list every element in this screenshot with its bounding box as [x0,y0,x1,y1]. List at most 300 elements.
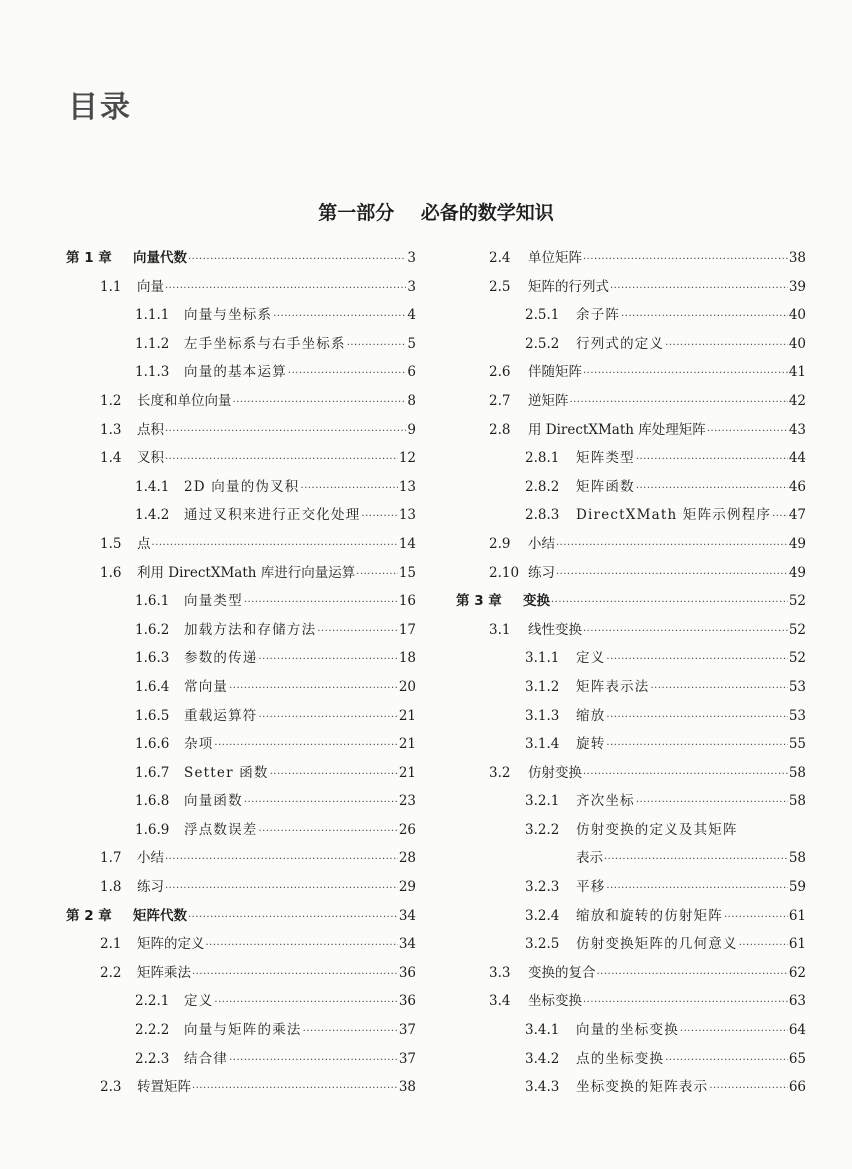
toc-entry-number: 3.4.1 [525,1022,560,1039]
toc-entry-chapter [66,902,416,931]
toc-entry-title: 2D 向量的伪叉积 [184,478,300,495]
toc-entry-number: 3.2.2 [525,821,560,838]
toc-leader-dots [165,418,406,447]
toc-entry-subsection [456,1045,806,1074]
toc-entry-subsection [66,987,416,1016]
toc-entry-subsection [66,1016,416,1045]
toc-entry-title: 向量 [137,278,164,295]
toc-entry-number: 1.8 [100,879,122,896]
toc-entry-section [66,387,416,416]
toc-entry-title: 矩阵代数 [133,907,187,924]
toc-entry-title: 矩阵表示法 [576,678,650,695]
toc-leader-dots [192,961,398,990]
toc-entry-subsection [66,330,416,359]
toc-leader-dots [273,303,406,332]
toc-entry-title: 杂项 [184,736,214,753]
toc-entry-page: 41 [788,364,806,381]
toc-entry-title: 行列式的定义 [576,335,665,352]
toc-entry-subsection [66,616,416,645]
toc-entry-title: 向量类型 [184,593,243,610]
toc-leader-dots [724,904,788,933]
toc-leader-dots [214,732,397,761]
toc-entry-page: 3 [407,278,416,295]
toc-leader-dots [229,1047,398,1076]
toc-entry-number: 3.2.1 [525,793,560,810]
toc-entry-number: 3.1.3 [525,707,560,724]
toc-entry-page: 58 [788,764,806,781]
toc-entry-number: 2.9 [489,535,511,552]
toc-leader-dots [188,904,398,933]
toc-entry-number: 2.5.1 [525,307,560,324]
toc-leader-dots [606,732,787,761]
toc-entry-page: 53 [788,707,806,724]
toc-entry-subsection [456,501,806,530]
toc-entry-title: 重载运算符 [184,707,258,724]
toc-entry-page: 4 [407,307,416,324]
toc-entry-subsection [456,816,806,845]
toc-entry-section [456,273,806,302]
toc-entry-chapter [456,587,806,616]
toc-entry-subsection [66,787,416,816]
toc-entry-subsection [66,473,416,502]
toc-entry-page: 37 [398,1022,416,1039]
toc-entry-title: 小结 [137,850,164,867]
toc-entry-page: 9 [407,421,416,438]
toc-entry-page: 64 [788,1022,806,1039]
toc-entry-page: 12 [398,450,416,467]
toc-leader-dots [604,846,788,875]
toc-leader-dots [772,503,788,532]
toc-entry-number: 1.6.5 [135,707,170,724]
toc-leader-dots [214,989,397,1018]
toc-entry-number: 1.1 [100,278,122,295]
toc-entry-title: 向量代数 [133,250,187,266]
toc-entry-subsection [456,873,806,902]
toc-entry-page: 53 [788,678,806,695]
toc-entry-number: 3.1.2 [525,678,560,695]
toc-leader-dots [303,1018,398,1047]
toc-entry-title: 加载方法和存储方法 [184,621,317,638]
part-title: 第一部分 必备的数学知识 [318,202,554,224]
toc-entry-title: 伴随矩阵 [528,364,582,381]
toc-entry-title: 向量与矩阵的乘法 [184,1022,302,1039]
toc-leader-dots [606,875,787,904]
toc-column-right [456,244,806,1102]
toc-entry-title: DirectXMath 矩阵示例程序 [576,507,772,524]
toc-entry-number: 1.6.4 [135,678,170,695]
toc-entry-page: 38 [788,250,806,266]
toc-leader-dots [165,446,398,475]
toc-entry-title: 仿射变换的定义及其矩阵 [576,821,738,838]
toc-entry-section [66,416,416,445]
toc-entry-title: 长度和单位向量 [137,392,232,409]
toc-entry-number: 2.8 [489,421,511,438]
toc-entry-section [456,416,806,445]
toc-entry-subsection [66,730,416,759]
toc-entry-page: 39 [788,278,806,295]
toc-entry-section [456,987,806,1016]
toc-entry-title: Setter 函数 [184,764,269,781]
toc-leader-dots [206,932,398,961]
toc-leader-dots [583,761,788,790]
toc-entry-number: 2.6 [489,364,511,381]
toc-leader-dots [244,589,398,618]
toc-entry-page: 61 [788,936,806,953]
toc-entry-title: 齐次坐标 [576,793,635,810]
toc-entry-page: 34 [398,907,416,924]
toc-entry-section [456,559,806,588]
toc-entry-page: 66 [788,1079,806,1096]
toc-entry-page: 42 [788,392,806,409]
toc-leader-dots [551,589,788,618]
toc-leader-dots [259,818,398,847]
toc-leader-dots [244,789,398,818]
toc-entry-number: 1.7 [100,850,122,867]
toc-leader-dots [583,360,788,389]
toc-entry-number: 1.6 [100,564,122,581]
toc-column-left [66,244,416,1102]
toc-entry-title: 小结 [528,535,555,552]
toc-entry-number: 1.6.6 [135,736,170,753]
toc-entry-page: 58 [788,793,806,810]
toc-entry-page: 26 [398,821,416,838]
toc-entry-title: 表示 [576,850,603,867]
toc-entry-number: 3.4.3 [525,1079,560,1096]
toc-entry-number: 3.1.4 [525,736,560,753]
toc-entry-page: 49 [788,564,806,581]
toc-entry-page: 43 [788,421,806,438]
toc-entry-title: 结合律 [184,1050,229,1067]
toc-entry-number: 3.2.4 [525,907,560,924]
toc-entry-number: 2.2 [100,964,122,981]
toc-entry-page: 40 [788,335,806,352]
toc-leader-dots [165,846,398,875]
toc-entry-title: 仿射变换矩阵的几何意义 [576,936,738,953]
toc-entry-subsection [456,702,806,731]
toc-entry-subsection [456,444,806,473]
toc-entry-subsection [66,1045,416,1074]
toc-entry-subsection [456,1016,806,1045]
toc-entry-subsection [66,501,416,530]
toc-entry-title: 矩阵的行列式 [528,278,609,295]
toc-leader-dots [680,1018,788,1047]
toc-leader-dots [583,246,788,275]
toc-leader-dots [621,303,788,332]
toc-entry-title: 单位矩阵 [528,250,582,266]
toc-entry-section [456,530,806,559]
toc-entry-subsection [66,587,416,616]
toc-entry-page: 23 [398,793,416,810]
toc-leader-dots [583,618,788,647]
toc-leader-dots [259,646,398,675]
toc-entry-number: 2.2.2 [135,1022,170,1039]
toc-entry-subsection [456,730,806,759]
toc-entry-section [66,844,416,873]
toc-entry-number: 3.4.2 [525,1050,560,1067]
toc-entry-title: 向量函数 [184,793,243,810]
toc-entry-section [456,616,806,645]
toc-leader-dots [665,332,788,361]
toc-entry-page: 55 [788,736,806,753]
toc-leader-dots [739,932,788,961]
toc-entry-page: 44 [788,450,806,467]
toc-entry-number: 3.2.5 [525,936,560,953]
toc-entry-title: 向量的基本运算 [184,364,287,381]
toc-entry-title: 仿射变换 [528,764,582,781]
toc-entry-number: 3.1.1 [525,650,560,667]
toc-entry-number: 1.5 [100,535,122,552]
toc-entry-title: 矩阵的定义 [137,936,205,953]
toc-entry-page: 59 [788,879,806,896]
toc-leader-dots [556,561,788,590]
toc-entry-page: 14 [398,535,416,552]
toc-entry-number: 2.8.2 [525,478,560,495]
toc-entry-page: 18 [398,650,416,667]
toc-entry-subsection [66,301,416,330]
toc-entry-page: 40 [788,307,806,324]
toc-entry-section [456,358,806,387]
toc-entry-page: 20 [398,678,416,695]
toc-entry-page: 28 [398,850,416,867]
toc-entry-subsection [456,902,806,931]
toc-entry-page: 21 [398,764,416,781]
toc-leader-dots [707,418,788,447]
toc-entry-title: 叉积 [137,450,164,467]
toc-entry-subsection [456,330,806,359]
toc-entry-section [66,959,416,988]
toc-entry-page: 3 [407,250,416,266]
toc-entry-section [456,387,806,416]
toc-entry-subsection [66,644,416,673]
toc-entry-subsection [456,473,806,502]
toc-entry-number: 2.2.3 [135,1050,170,1067]
toc-entry-page: 65 [788,1050,806,1067]
toc-entry-page: 8 [407,392,416,409]
toc-entry-number: 1.4.1 [135,478,170,495]
toc-entry-title: 缩放和旋转的仿射矩阵 [576,907,723,924]
toc-entry-chapter [66,244,416,273]
toc-leader-dots [606,704,787,733]
toc-entry-page: 13 [398,507,416,524]
toc-entry-number: 2.7 [489,392,511,409]
toc-entry-subsection [456,787,806,816]
toc-entry-page: 52 [788,593,806,610]
toc-leader-dots [229,675,398,704]
toc-entry-section [66,930,416,959]
toc-entry-page: 52 [788,621,806,638]
toc-entry-number: 1.6.9 [135,821,170,838]
toc-entry-number: 2.10 [489,564,520,581]
toc-entry-subsection [66,673,416,702]
toc-entry-number: 2.1 [100,936,122,953]
toc-entry-page: 5 [407,335,416,352]
toc-entry-page: 16 [398,593,416,610]
toc-entry-section [66,873,416,902]
toc-leader-dots [606,646,787,675]
toc-entry-page: 21 [398,736,416,753]
toc-entry-page: 29 [398,879,416,896]
toc-leader-dots [259,704,398,733]
toc-entry-number: 1.1.1 [135,307,170,324]
toc-entry-number: 3.2 [489,764,511,781]
toc-entry-number: 第 1 章 [66,250,112,266]
toc-entry-subsection [456,644,806,673]
toc-entry-page: 34 [398,936,416,953]
toc-entry-number: 2.2.1 [135,993,170,1010]
toc-entry-number: 2.3 [100,1079,122,1096]
toc-leader-dots [192,1075,398,1104]
toc-entry-page: 6 [407,364,416,381]
toc-entry-number: 1.1.3 [135,364,170,381]
toc-leader-dots [270,761,398,790]
toc-entry-page: 58 [788,850,806,867]
toc-leader-dots [152,532,398,561]
toc-entry-subsection [66,702,416,731]
toc-leader-dots [709,1075,788,1104]
toc-entry-title: 旋转 [576,736,606,753]
toc-entry-subsection [66,816,416,845]
toc-leader-dots [570,389,788,418]
toc-leader-dots [636,446,788,475]
toc-entry-section [66,1073,416,1102]
toc-entry-number: 1.1.2 [135,335,170,352]
toc-entry-section [456,759,806,788]
toc-entry-number: 1.4.2 [135,507,170,524]
toc-entry-title: 练习 [528,564,555,581]
toc-entry-cont [456,844,806,873]
toc-entry-title: 向量与坐标系 [184,307,273,324]
toc-entry-title: 缩放 [576,707,606,724]
toc-entry-title: 用 DirectXMath 库处理矩阵 [528,421,706,438]
toc-entry-page: 63 [788,993,806,1010]
toc-entry-page: 38 [398,1079,416,1096]
toc-entry-title: 矩阵乘法 [137,964,191,981]
toc-entry-number: 2.4 [489,250,511,266]
toc-entry-section [66,559,416,588]
toc-entry-title: 线性变换 [528,621,582,638]
toc-leader-dots [597,961,788,990]
toc-entry-number: 1.6.3 [135,650,170,667]
toc-entry-number: 1.6.2 [135,621,170,638]
toc-entry-page: 52 [788,650,806,667]
toc-entry-title: 坐标变换的矩阵表示 [576,1079,709,1096]
toc-leader-dots [356,561,398,590]
toc-entry-section [456,244,806,273]
toc-entry-title: 变换的复合 [528,964,596,981]
toc-entry-subsection [456,930,806,959]
toc-entry-title: 练习 [137,879,164,896]
toc-leader-dots [583,989,788,1018]
toc-entry-number: 第 2 章 [66,907,112,924]
page-title: 目录 [68,90,132,125]
toc-leader-dots [288,360,407,389]
toc-entry-number: 1.6.1 [135,593,170,610]
toc-entry-subsection [456,1073,806,1102]
toc-entry-number: 1.6.7 [135,764,170,781]
toc-entry-subsection [456,301,806,330]
toc-entry-title: 点积 [137,421,164,438]
toc-leader-dots [188,246,406,275]
toc-entry-subsection [66,759,416,788]
toc-leader-dots [317,618,398,647]
toc-leader-dots [347,332,407,361]
toc-leader-dots [610,275,788,304]
toc-entry-title: 通过叉积来进行正交化处理 [184,507,361,524]
toc-entry-title: 参数的传递 [184,650,258,667]
toc-entry-page: 36 [398,964,416,981]
toc-entry-title: 变换 [523,593,550,610]
toc-entry-title: 向量的坐标变换 [576,1022,679,1039]
toc-entry-subsection [456,673,806,702]
toc-entry-page: 49 [788,535,806,552]
toc-entry-number: 1.6.8 [135,793,170,810]
toc-entry-number: 1.3 [100,421,122,438]
toc-entry-title: 矩阵类型 [576,450,635,467]
toc-entry-number: 2.8.3 [525,507,560,524]
toc-entry-page: 15 [398,564,416,581]
toc-entry-section [66,530,416,559]
toc-entry-title: 点的坐标变换 [576,1050,665,1067]
toc-entry-title: 平移 [576,879,606,896]
toc-entry-section [66,273,416,302]
toc-leader-dots [636,789,788,818]
toc-entry-title: 坐标变换 [528,993,582,1010]
toc-leader-dots [165,875,398,904]
toc-entry-title: 定义 [576,650,606,667]
toc-entry-title: 点 [137,535,151,552]
toc-leader-dots [651,675,788,704]
toc-leader-dots [556,532,788,561]
toc-leader-dots [301,475,398,504]
toc-entry-number: 2.5 [489,278,511,295]
toc-entry-section [456,959,806,988]
toc-entry-number: 2.5.2 [525,335,560,352]
toc-entry-number: 3.2.3 [525,879,560,896]
toc-leader-dots [361,503,397,532]
toc-leader-dots [665,1047,788,1076]
toc-entry-title: 余子阵 [576,307,621,324]
toc-entry-number: 3.4 [489,993,511,1010]
toc-entry-number: 2.8.1 [525,450,560,467]
toc-entry-page: 37 [398,1050,416,1067]
toc-entry-page: 62 [788,964,806,981]
toc-entry-page: 46 [788,478,806,495]
toc-entry-number: 3.1 [489,621,511,638]
toc-entry-number: 1.4 [100,450,122,467]
toc-entry-page: 17 [398,621,416,638]
toc-entry-title: 利用 DirectXMath 库进行向量运算 [137,564,356,581]
toc-entry-title: 常向量 [184,678,229,695]
toc-entry-page: 21 [398,707,416,724]
toc-entry-page: 13 [398,478,416,495]
toc-entry-subsection [66,358,416,387]
toc-entry-page: 47 [788,507,806,524]
toc-entry-page: 36 [398,993,416,1010]
toc-entry-number: 3.3 [489,964,511,981]
toc-leader-dots [233,389,407,418]
toc-leader-dots [636,475,788,504]
toc-leader-dots [165,275,406,304]
toc-entry-title: 矩阵函数 [576,478,635,495]
toc-entry-title: 浮点数误差 [184,821,258,838]
toc-entry-title: 转置矩阵 [137,1079,191,1096]
toc-entry-title: 逆矩阵 [528,392,569,409]
toc-entry-page: 61 [788,907,806,924]
toc-entry-title: 定义 [184,993,214,1010]
toc-entry-number: 1.2 [100,392,122,409]
toc-entry-section [66,444,416,473]
toc-entry-title: 左手坐标系与右手坐标系 [184,335,346,352]
